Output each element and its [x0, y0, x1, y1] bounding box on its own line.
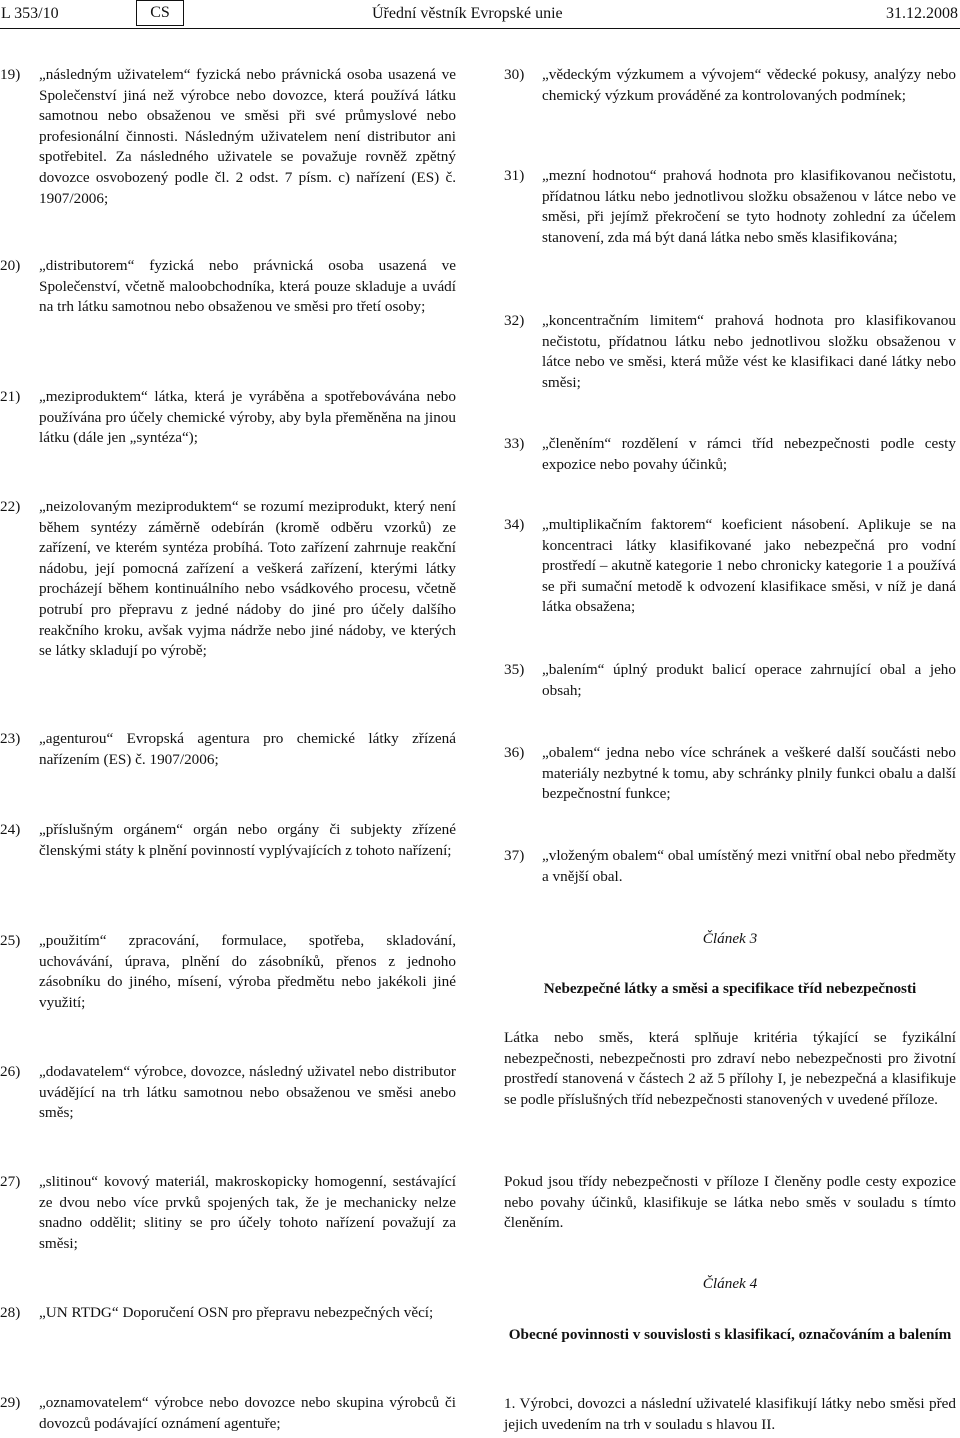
definition-item-24	[0, 820, 456, 861]
definition-item-20	[0, 256, 456, 318]
definition-item-30	[504, 65, 956, 106]
item-text: „vědeckým výzkumem a vývojem“ vědecké pokusy, analýzy nebo chemický výzkum prováděné za kontrolovaných podmínek;	[542, 66, 956, 104]
definition-item-29	[0, 1393, 456, 1434]
item-number: 19)	[0, 66, 21, 83]
definition-item-36	[504, 743, 956, 805]
page-header	[0, 0, 960, 28]
definition-item-28	[0, 1303, 456, 1324]
item-number: 34)	[504, 516, 525, 533]
item-text: „distributorem“ fyzická nebo právnická osoba usazená ve Společenství, včetně maloobchodníka, která pouze skladuje a uvádí na trh látku samotnou nebo obsaženou ve směsi pro třetí osoby;	[39, 257, 456, 316]
item-number: 26)	[0, 1063, 21, 1080]
article-3-paragraph-2: Pokud jsou třídy nebezpečnosti v příloze I členěny podle cesty expozice nebo povahy účinků, klasifikuje se látka nebo směs v souladu s tímto členěním.	[504, 1173, 956, 1232]
definition-item-32	[504, 311, 956, 393]
item-text: „oznamovatelem“ výrobce nebo dovozce nebo skupina výrobců či dovozců podávající oznámení agentuře;	[39, 1394, 456, 1432]
article-4-title: Článek 4	[702, 1275, 758, 1292]
item-number: 21)	[0, 388, 21, 405]
item-number: 30)	[504, 66, 525, 83]
item-number: 32)	[504, 312, 525, 329]
item-text: „meziproduktem“ látka, která je vyráběna a spotřebovávána nebo používána pro účely chemické výroby, aby byla přeměněna na jinou látku (dále jen „syntéza“);	[39, 388, 456, 447]
header-rule	[0, 28, 960, 29]
language-code-box: CS	[136, 0, 184, 26]
item-number: 27)	[0, 1173, 21, 1190]
article-4-heading: Obecné povinnosti v souvislosti s klasifikací, označováním a balením	[508, 1326, 952, 1343]
page-number: L 353/10	[1, 5, 59, 22]
definition-item-25	[0, 931, 456, 1013]
item-text: „použitím“ zpracování, formulace, spotřeba, skladování, uchovávání, úprava, plnění do zásobníků, přenos z jednoho zásobníku do jiného, mísení, výroba předmětu nebo jakékoli jiné využití;	[39, 932, 456, 1011]
item-number: 24)	[0, 821, 21, 838]
definition-item-22	[0, 497, 456, 662]
definition-item-26	[0, 1062, 456, 1124]
item-number: 35)	[504, 661, 525, 678]
item-number: 33)	[504, 435, 525, 452]
definition-item-21	[0, 387, 456, 449]
item-text: „členěním“ rozdělení v rámci tříd nebezpečnosti podle cesty expozice nebo povahy účinků;	[542, 435, 956, 473]
item-number: 29)	[0, 1394, 21, 1411]
item-text: „koncentračním limitem“ prahová hodnota pro klasifikovanou nečistotu, přídatnou látku nebo jednotlivou složku obsaženou v látce nebo ve směsi, která může vést ke klasifikaci dané látky nebo směsi;	[542, 312, 956, 391]
article-3-heading: Nebezpečné látky a směsi a specifikace tříd nebezpečnosti	[543, 980, 917, 997]
item-text: „příslušným orgánem“ orgán nebo orgány či subjekty zřízené členskými státy k plnění povinností vyplývajících z tohoto nařízení;	[39, 821, 456, 859]
definition-item-35	[504, 660, 956, 701]
journal-title: Úřední věstník Evropské unie	[372, 5, 563, 22]
item-text: „balením“ úplný produkt balicí operace zahrnující obal a jeho obsah;	[542, 661, 956, 699]
article-3-paragraph-1: Látka nebo směs, která splňuje kritéria týkající se fyzikální nebezpečnosti, nebezpečnosti pro zdraví nebo nebezpečnosti pro životní prostředí stanovená v částech 2 až 5 přílohy I, je nebezpečná a klasifikuje se podle příslušných tříd nebezpečnosti stanovených v uvedené příloze.	[504, 1029, 956, 1108]
definition-item-31	[504, 166, 956, 248]
item-text: „UN RTDG“ Doporučení OSN pro přepravu nebezpečných věcí;	[39, 1304, 434, 1321]
item-text: „agenturou“ Evropská agentura pro chemické látky zřízená nařízením (ES) č. 1907/2006;	[39, 730, 456, 768]
definition-item-34	[504, 515, 956, 618]
item-number: 25)	[0, 932, 21, 949]
item-number: 23)	[0, 730, 21, 747]
item-number: 36)	[504, 744, 525, 761]
item-text: „slitinou“ kovový materiál, makroskopicky homogenní, sestávající ze dvou nebo více prvků spojených tak, že je mechanicky nelze snadno oddělit; slitiny se pro účely tohoto nařízení považují za směsi;	[39, 1173, 456, 1252]
publication-date: 31.12.2008	[886, 5, 958, 22]
item-text: „neizolovaným meziproduktem“ se rozumí meziprodukt, který není během syntézy záměrně odebírán (kromě odběru vzorků) ze zařízení, ve kterém syntéza probíhá. Toto zařízení zahrnuje reakční nádobu, její pomocná zařízení a veškerá zařízení, kterými látky procházejí během kontinuálního nebo vsádkového procesu, včetně potrubí pro přepravu z jedné nádoby do jiné pro účely dalšího reakčního kroku, avšak vyjma nádrže nebo jiné nádoby, ve kterých se látky skladují po výrobě;	[39, 498, 456, 660]
article-3-title: Článek 3	[702, 930, 758, 947]
item-number: 31)	[504, 167, 525, 184]
item-text: „mezní hodnotou“ prahová hodnota pro klasifikovanou nečistotu, přídatnou látku nebo jednotlivou složku obsaženou v látce nebo ve směsi, při jejímž překročení se tyto hodnoty zohlední za účelem stanovení, zda má být daná látka nebo směs klasifikována;	[542, 167, 956, 246]
definition-item-19	[0, 65, 456, 209]
article-4-paragraph-1: 1. Výrobci, dovozci a následní uživatelé klasifikují látky nebo směsi před jejich uvedením na trh v souladu s hlavou II.	[504, 1395, 956, 1433]
item-number: 22)	[0, 498, 21, 515]
definition-item-37	[504, 846, 956, 887]
definition-item-23	[0, 729, 456, 770]
item-number: 28)	[0, 1304, 21, 1321]
item-text: „dodavatelem“ výrobce, dovozce, následný uživatel nebo distributor uvádějící na trh látku samotnou nebo obsaženou ve směsi anebo směs;	[39, 1063, 456, 1122]
definition-item-33	[504, 434, 956, 475]
item-text: „multiplikačním faktorem“ koeficient násobení. Aplikuje se na koncentraci látky klasifikované jako nebezpečná pro vodní prostředí – akutně kategorie 1 nebo chronicky kategorie 1 a používá se při sumační metodě k odvození klasifikace směsi, v níž je daná látka obsažena;	[542, 516, 956, 616]
item-number: 37)	[504, 847, 525, 864]
item-number: 20)	[0, 257, 21, 274]
item-text: „obalem“ jedna nebo více schránek a veškeré další součásti nebo materiály nezbytné k tomu, aby schránky plnily funkci obalu a další bezpečnostní funkce;	[542, 744, 956, 803]
item-text: „vloženým obalem“ obal umístěný mezi vnitřní obal nebo předměty a vnější obal.	[542, 847, 956, 885]
item-text: „následným uživatelem“ fyzická nebo právnická osoba usazená ve Společenství jiná než výrobce nebo dovozce, která používá látku samotnou nebo obsaženou ve směsi při své průmyslové nebo profesionální činnosti. Následným uživatelem není distributor ani spotřebitel. Za následného uživatele se považuje rovněž zpětný dovozce osvobozený podle čl. 2 odst. 7 písm. c) nařízení (ES) č. 1907/2006;	[39, 66, 456, 207]
definition-item-27	[0, 1172, 456, 1254]
